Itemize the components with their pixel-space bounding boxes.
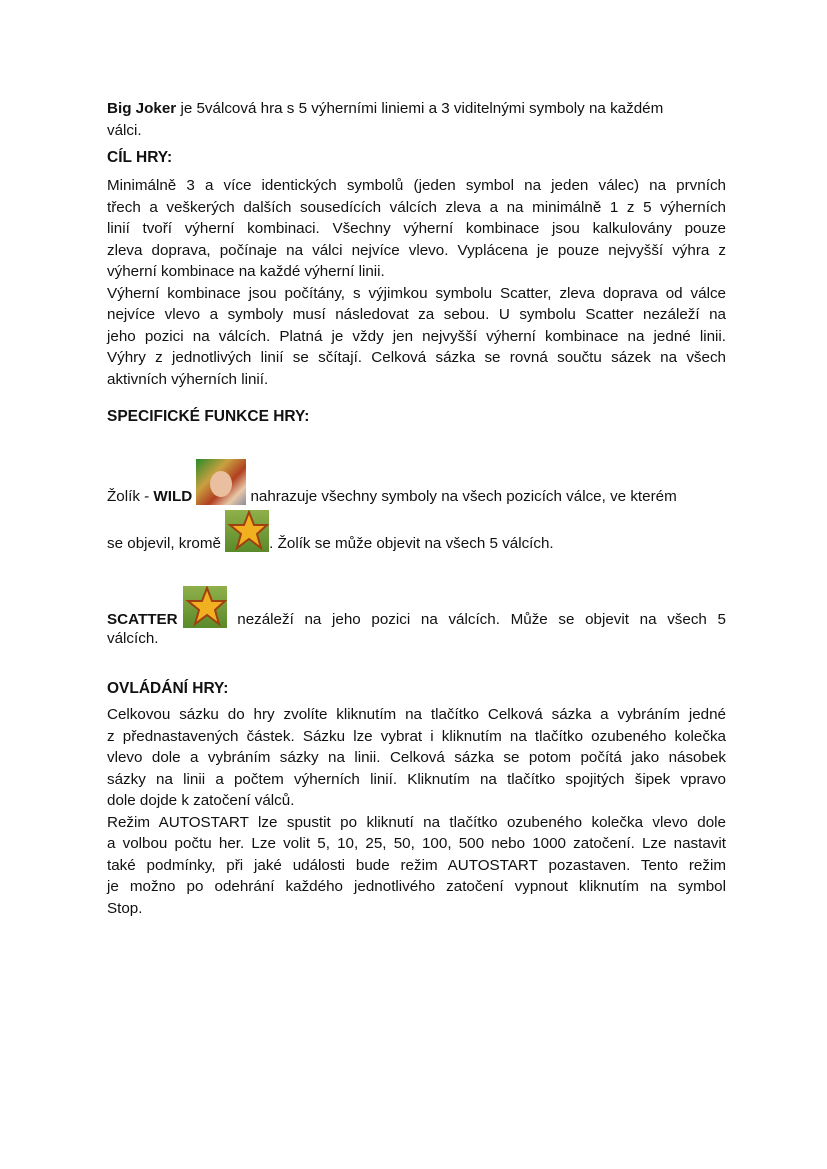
wild-line xyxy=(107,459,726,505)
controls-line: Režim AUTOSTART lze spustit po kliknutí na tlačítko ozubeného kolečka vlevo dole xyxy=(107,813,726,831)
controls-line: vlevo dole a vybráním sázky na linii. Celková sázka se potom počítá jako násobek xyxy=(107,749,726,766)
goal-line: třech a veškerých dalších sousedících válcích zleva a na minimálně 1 z 5 výherních xyxy=(107,198,726,216)
intro-paragraph xyxy=(107,98,726,141)
wild-line-2 xyxy=(107,510,726,552)
controls-paragraph xyxy=(107,704,726,919)
goal-heading: CÍL HRY: xyxy=(107,149,173,166)
wild-text-2: se objevil, kromě xyxy=(107,535,226,552)
goal-line: linií tvoří výherní kombinaci. Všechny výherní kombinace jsou kalkulovány pouze xyxy=(107,220,726,237)
scatter-text: nezáleží na jeho pozici na válcích. Může se objevit na všech 5 xyxy=(226,611,726,628)
game-name: Big Joker xyxy=(107,100,177,117)
goal-line: nejvíce vlevo a symboly musí následovat za sebou. U symbolu Scatter nezáleží na xyxy=(107,306,726,323)
goal-line: Výherní kombinace jsou počítány, s výjimkou symbolu Scatter, zleva doprava od válce xyxy=(107,284,726,302)
scatter-label: SCATTER xyxy=(107,611,178,628)
intro-line xyxy=(107,98,726,120)
goal-line: výherní kombinace na každé výherní linii. xyxy=(107,263,385,280)
star-scatter-icon xyxy=(183,586,227,628)
goal-line: Minimálně 3 a více identických symbolů (jeden symbol na jeden válec) na prvních xyxy=(107,177,726,194)
controls-line: Celkovou sázku do hry zvolíte kliknutím na tlačítko Celková sázka a vybráním jedné xyxy=(107,706,726,723)
star-scatter-icon xyxy=(225,510,269,552)
goal-line: Výhry z jednotlivých linií se sčítají. Celková sázka se rovná součtu sázek na všech xyxy=(107,349,726,366)
wild-text: nahrazuje všechny symboly na všech pozicích válce, ve kterém xyxy=(246,488,677,505)
controls-line: sázky na linii a počtem výherních linií. Kliknutím na tlačítko spojitých šipek vpravo xyxy=(107,770,726,788)
controls-line: Stop. xyxy=(107,899,143,917)
wild-text-3: . Žolík se může objevit na všech 5 válcích. xyxy=(269,535,554,552)
controls-line: také podmínky, při jaké události bude režim AUTOSTART pozastaven. Tento režim xyxy=(107,856,726,874)
intro-text: je 5válcová hra s 5 výherními liniemi a 3 viditelnými symboly na každém xyxy=(176,100,664,117)
controls-heading: OVLÁDÁNÍ HRY: xyxy=(107,680,229,697)
controls-line: dole dojde k zatočení válců. xyxy=(107,792,295,809)
controls-line: je možno po odehrání každého jednotlivého zatočení vypnout kliknutím na symbol xyxy=(107,878,726,895)
scatter-line xyxy=(107,586,726,628)
features-heading: SPECIFICKÉ FUNKCE HRY: xyxy=(107,408,310,425)
goal-paragraph xyxy=(107,175,726,390)
wild-label: WILD xyxy=(153,488,193,505)
goal-line: jeho pozici na válcích. Platná je vždy jen nejvyšší výherní kombinace na jedné linii. xyxy=(107,327,726,345)
wild-prefix: Žolík - xyxy=(107,488,154,505)
goal-line: aktivních výherních linií. xyxy=(107,370,269,388)
jester-wild-icon xyxy=(196,459,246,505)
intro-line: válci. xyxy=(107,121,142,139)
goal-line: zleva doprava, počínaje na válci nejvíce vlevo. Vyplácena je pouze nejvyšší výhra z xyxy=(107,241,726,259)
controls-line: a volbou počtu her. Lze volit 5, 10, 25, 50, 100, 500 nebo 1000 zatočení. Lze nastavit xyxy=(107,835,726,852)
scatter-line-2: válcích. xyxy=(107,630,159,647)
controls-line: z přednastavených částek. Sázku lze vybrat i kliknutím na tlačítko ozubeného kolečka xyxy=(107,727,726,745)
